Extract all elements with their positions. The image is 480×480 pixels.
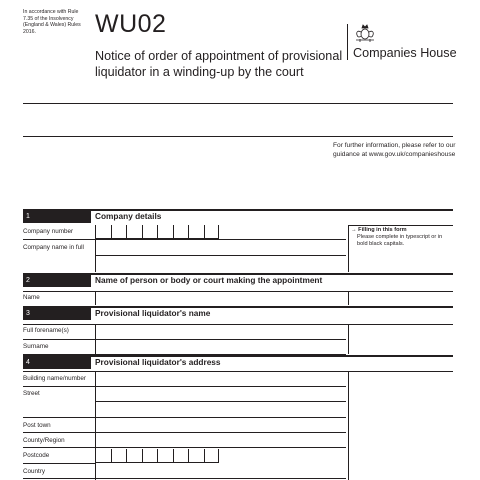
street-input-line2[interactable] [96,402,346,416]
note-rule [348,225,453,226]
field-label: Full forename(s) [23,327,69,334]
digit-box[interactable] [111,225,127,239]
brand-name: Companies House [353,46,457,60]
field-label: Postcode [23,452,50,459]
digit-box[interactable] [204,225,220,239]
section-title: Name of person or body or court making the appointment [95,275,323,285]
country-input[interactable] [96,465,346,478]
field-label: Company name in full [23,244,84,251]
field-label: County/Region [23,437,65,444]
company-name-input-line1[interactable] [96,240,346,255]
county-input[interactable] [96,433,346,446]
section-number: 4 [23,357,91,369]
further-information: For further information, please refer to our guidance at www.gov.uk/companieshouse [333,142,456,158]
form-code: WU02 [95,10,167,38]
section-title: Provisional liquidator's name [95,308,211,318]
header-divider [347,24,348,60]
surname-input[interactable] [96,340,346,353]
header-rule-bottom [23,136,453,137]
field-label: Company number [23,228,74,235]
note-heading [351,227,453,234]
building-input[interactable] [96,372,346,385]
royal-crest-icon [352,22,378,44]
section-number: 3 [23,308,91,320]
company-number-field[interactable] [95,225,219,239]
digit-box[interactable] [157,225,173,239]
field-label: Surname [23,343,49,350]
arrow-right-icon: → [351,227,357,233]
field-label: Building name/number [23,375,87,382]
filling-in-note [351,227,453,248]
form-title: Notice of order of appointment of provisional liquidator in a winding-up by the court [95,49,343,79]
postcode-box[interactable] [126,449,142,463]
digit-box[interactable] [173,225,189,239]
postcode-box[interactable] [188,449,204,463]
header-rule-top [23,103,453,104]
note-heading-text: Filling in this form [358,227,407,233]
section-title: Provisional liquidator's address [95,357,221,367]
postcode-field[interactable] [95,449,219,463]
postcode-box[interactable] [173,449,189,463]
field-label: Street [23,390,40,397]
digit-box[interactable] [142,225,158,239]
company-name-input-line2[interactable] [96,256,346,271]
post-town-input[interactable] [96,418,346,431]
note-edge [348,225,349,272]
note-edge [348,291,349,305]
digit-box[interactable] [95,225,111,239]
section-title: Company details [95,211,162,221]
section-number: 1 [23,211,91,223]
note-edge [348,371,349,480]
note-edge [348,324,349,354]
appointer-name-input[interactable] [96,292,346,304]
postcode-box[interactable] [157,449,173,463]
field-label: Name [23,294,40,301]
row-rule [23,463,95,464]
note-text: Please complete in typescript or in bold black capitals. [357,234,443,247]
postcode-box[interactable] [111,449,127,463]
digit-box[interactable] [126,225,142,239]
postcode-box[interactable] [142,449,158,463]
row-rule [23,447,346,448]
legal-note: In accordance with Rule 7.35 of the Insolvency (England & Wales) Rules 2016. [23,9,81,35]
postcode-box[interactable] [204,449,220,463]
row-rule [23,478,346,479]
forenames-input[interactable] [96,325,346,338]
postcode-box[interactable] [95,449,111,463]
street-input-line1[interactable] [96,387,346,400]
field-label: Post town [23,422,51,429]
section-number: 2 [23,275,91,287]
field-label: Country [23,468,46,475]
digit-box[interactable] [188,225,204,239]
